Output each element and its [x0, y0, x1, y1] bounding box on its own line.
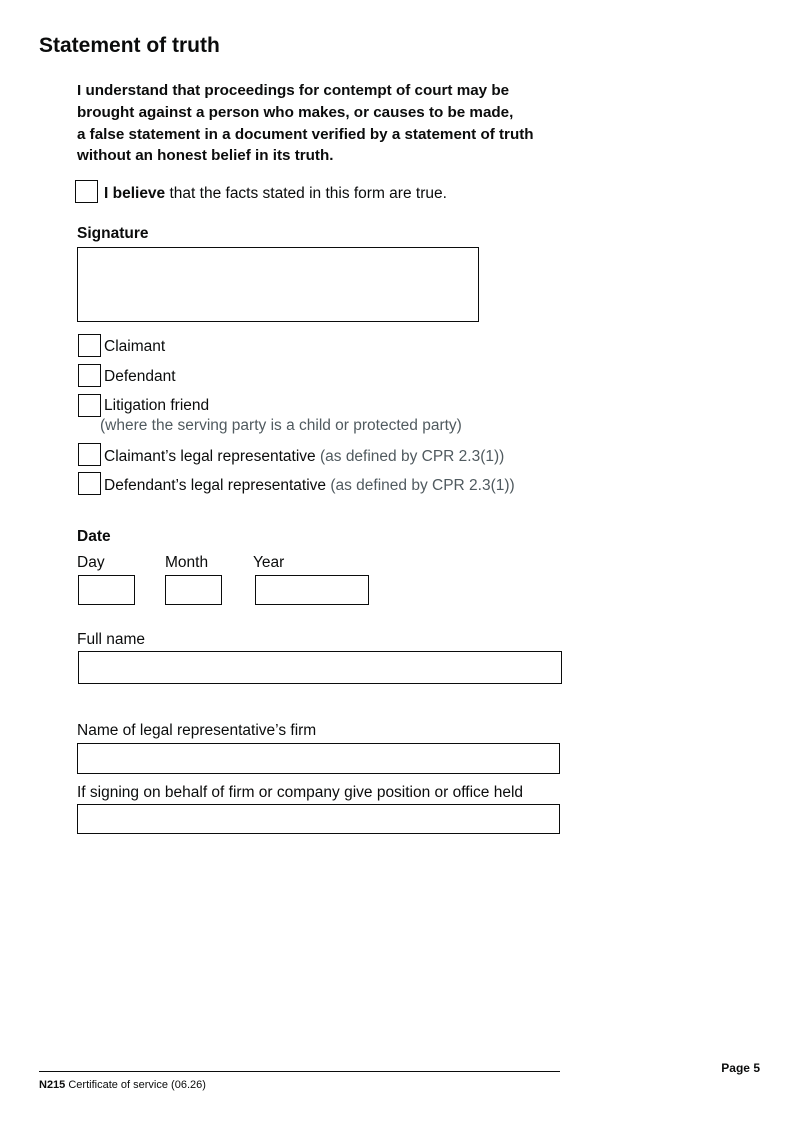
belief-label: [104, 185, 447, 203]
statement-line: a false statement in a document verified by a statement of truth: [77, 125, 534, 143]
month-input[interactable]: [165, 575, 222, 605]
date-label: Date: [77, 528, 111, 545]
page-number: Page 5: [721, 1061, 760, 1075]
statement-line: brought against a person who makes, or causes to be made,: [77, 103, 514, 121]
form-title: Certificate of service (06.26): [65, 1079, 206, 1091]
claimant-label: Claimant: [104, 338, 166, 355]
claimant-rep-label: [104, 448, 504, 466]
defendant-checkbox[interactable]: [78, 364, 101, 387]
defendant-label: Defendant: [104, 368, 176, 385]
claimant-rep-checkbox[interactable]: [78, 443, 101, 466]
month-label: Month: [165, 554, 209, 571]
belief-checkbox[interactable]: [75, 180, 98, 203]
year-input[interactable]: [255, 575, 369, 605]
page-title: Statement of truth: [39, 34, 220, 57]
cpr-note: (as defined by CPR 2.3(1)): [315, 448, 505, 465]
cpr-note: (as defined by CPR 2.3(1)): [326, 477, 515, 494]
full-name-input[interactable]: [78, 651, 562, 684]
defendant-rep-text: Defendant’s legal representative: [104, 477, 327, 494]
litigation-friend-note: (where the serving party is a child or protected party): [100, 417, 462, 434]
position-input[interactable]: [77, 804, 560, 834]
defendant-rep-label: [104, 477, 515, 495]
claimant-checkbox[interactable]: [78, 334, 101, 357]
statement-line: without an honest belief in its truth.: [77, 147, 334, 165]
belief-bold: I believe: [104, 185, 166, 202]
litigation-friend-label: Litigation friend: [104, 397, 210, 414]
full-name-label: Full name: [77, 631, 146, 648]
year-label: Year: [253, 554, 285, 571]
form-code: N215: [39, 1079, 66, 1091]
footer-divider: [39, 1071, 560, 1072]
day-label: Day: [77, 554, 105, 571]
statement-line: I understand that proceedings for contempt of court may be: [77, 82, 510, 99]
day-input[interactable]: [78, 575, 135, 605]
signature-box[interactable]: [77, 247, 479, 322]
signature-label: Signature: [77, 225, 149, 242]
statement-text: [77, 80, 577, 167]
litigation-friend-checkbox[interactable]: [78, 394, 101, 417]
claimant-rep-text: Claimant’s legal representative: [104, 448, 316, 465]
belief-rest: that the facts stated in this form are true.: [165, 185, 447, 202]
position-label: If signing on behalf of firm or company give position or office held: [77, 784, 524, 801]
defendant-rep-checkbox[interactable]: [78, 472, 101, 495]
firm-input[interactable]: [77, 743, 560, 774]
footer: [39, 1079, 206, 1091]
firm-label: Name of legal representative’s firm: [77, 722, 317, 739]
